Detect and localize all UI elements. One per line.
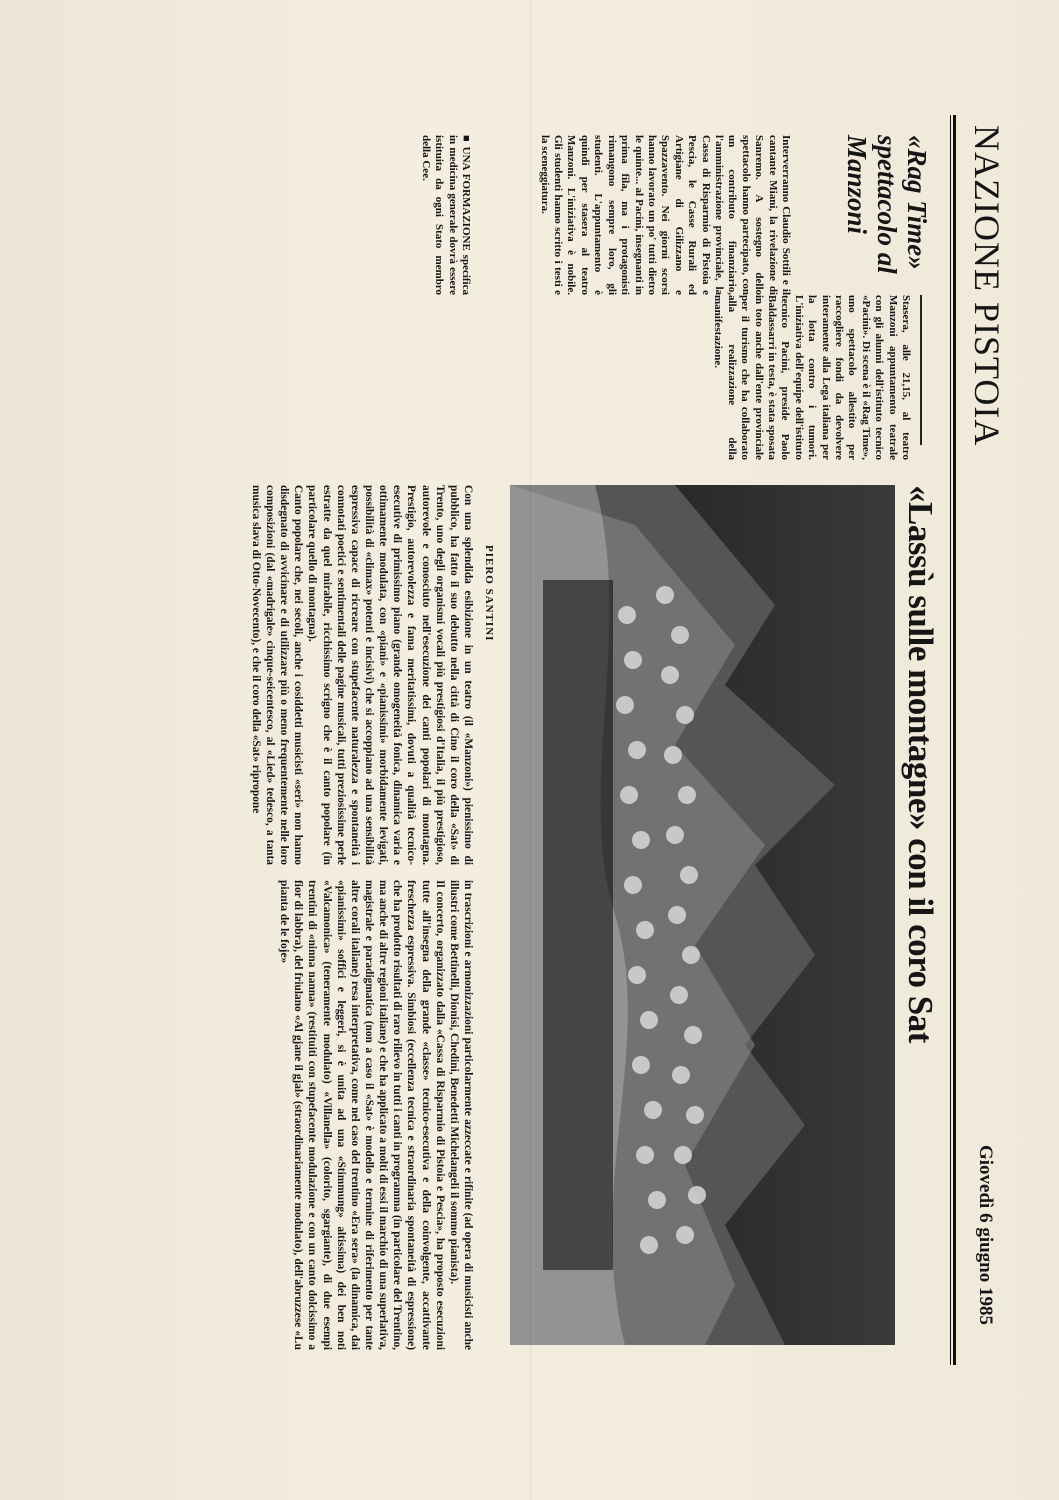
article-col1-p1: Con una splendida esibizione in un teatro (il «Manzoni») pienissimo di pubblico, ha fatto il suo debutto nella città di Cino il coro della «Sat» di Trento, uno degli organismi vocali più prestigiosi d'Italia, il più prestigioso, autorevole e conosciuto nell'esecuzione dei canti popolari di montagna. Prestigio, autorevolezza e fama meritatissimi, dovuti a qualità tecnico-esecutive di primissimo piano (grande omogeneità fonica, dinamica varia e ottimamente modulata, con «piani» e «pianissimi» morbidamente levigati, possibilità di «climax» potenti e incisivi) che si accoppiano ad una sensibilità espressiva capace di ricreare con stupefacente naturalezza e spontaneità i connotati poetici e sentimentali delle pagine musicali, tutti preziosissime perle estratte da quel mirabile, ricchissimo scrigno che è il canto popolare (in particolare quello di montagna). <box>306 485 474 865</box>
article-byline: PIERO SANTINI <box>483 545 495 642</box>
rag-time-article <box>122 125 942 465</box>
header-rule <box>953 115 956 1365</box>
article-col1-p2: Canto popolare che, nei secoli, anche i cosiddetti musicisti «seri» non hanno disdegnato di avvicinare e di utilizzare più o meno frequentemente nelle loro composizioni (dal «madrigale» cinque-seicentesco, al «Lied» tedesco, a tanta musica slava di Otto-Novecento), e che il coro della «Sat» ripropone <box>249 485 305 865</box>
article-column-1 <box>249 485 475 865</box>
header-rule-thin <box>950 115 951 1365</box>
rag-time-body-2: Interverranno Claudio Sottili e il cantante Miani, la rivelazione di Sanremo. A sostegno dello spettacolo hanno partecipato, con un contributo finanziario, l'amministrazione provinciale, la Cassa di Risparmio di Pistoia e Pescia, le Casse Rurali ed Artigiane di Gilizzano e Spazzavento. Nei giorni scorsi hanno lavorato un po' tutti dietro le quinte... al Pacini, insegnanti in prima fila, ma i protagonisti rimangono sempre loro, gli studenti. L'appuntamento è quindi per stasera al teatro Manzoni. L'iniziativa è nobile. Gli studenti hanno scritto i testi e la sceneggiatura. <box>538 135 792 295</box>
rag-time-rule <box>920 295 922 445</box>
rag-time-body-1: Stasera, alle 21,15, al teatro Manzoni appuntamento teatrale con gli alunni dell'istituto tecnico «Pacini». Di scena è il «Rag Time», uno spettacolo allestito per raccogliere fondi da devolvere interamente alla Lega italiana per la lotta contro i tumori. L'iniziativa dell'equipe dell'istituto tecnico Pacini, preside Paolo Baldassarri in testa, è stata sposata in toto anche dall'ente provinciale per il turismo che ha collaborato alla realizzazione della manifestazione. <box>712 295 912 460</box>
article-col2-p1: in trascrizioni e armonizzazioni particolarmente azzeccate e rifinite (ad opera di musicisti anche illustri come Bettinelli, Dionisi, Chedini, Benedetti Michelangeli il sommo pianista). <box>447 880 474 1350</box>
choir-photo-image <box>510 485 895 1345</box>
rag-time-title: «Rag Time» spettacolo al Manzoni <box>841 135 932 274</box>
article-headline: «Lassù sulle montagne» con il coro Sat <box>901 485 940 1043</box>
page-header <box>958 115 1010 1365</box>
formazione-brief: ■ UNA FORMAZIONE specifica in medicina generale dovrà essere istituita da ogni Stato membro della Cee. <box>419 135 472 295</box>
masthead: NAZIONE PISTOIA <box>967 125 1007 447</box>
choir-photo <box>510 485 895 1345</box>
article-col2-p2: Il concerto, organizzato dalla «Cassa di Risparmio di Pistoia e Pescia», ha proposto esecuzioni tutte all'insegna della grande «classe» tecnico-esecutiva e della coinvolgente, accattivante freschezza espressiva. Simbiosi (eccellenza tecnica e straordinaria spontaneità di espressione) che ha prodotto risultati di raro rilievo in tutti i canti in programma (in particolare del Trentino, ma anche di altre regioni italiane) e che ha applicato a molti di essi il marchio di una superlativa, magistrale e paradigmatica (non a caso il «Sat» è modello e termine di riferimento per tante altre corali italiane) resa interpretativa, come nel caso del trentino «Era sera» (la dinamica, dai «pianissimi» soffici e leggeri, si è unita ad una «Stimmung» altissima) dei ben noti «Valcamonica» (teneramente modulato) «Villanella» (colorito, sgargiante), di due esempi trentini di «ninna nanna» (restituiti con stupefacente modulazione e con un canto dolcissimo a fior di labbra), del friulano «Al gjane il gjal» (straordinariamente modulato), dell'abruzzese «Lu pianta de le foje» <box>278 880 446 1350</box>
issue-date: Giovedì 6 giugno 1985 <box>975 1145 996 1325</box>
article-column-2 <box>277 880 475 1350</box>
rotated-page <box>110 115 1010 1365</box>
